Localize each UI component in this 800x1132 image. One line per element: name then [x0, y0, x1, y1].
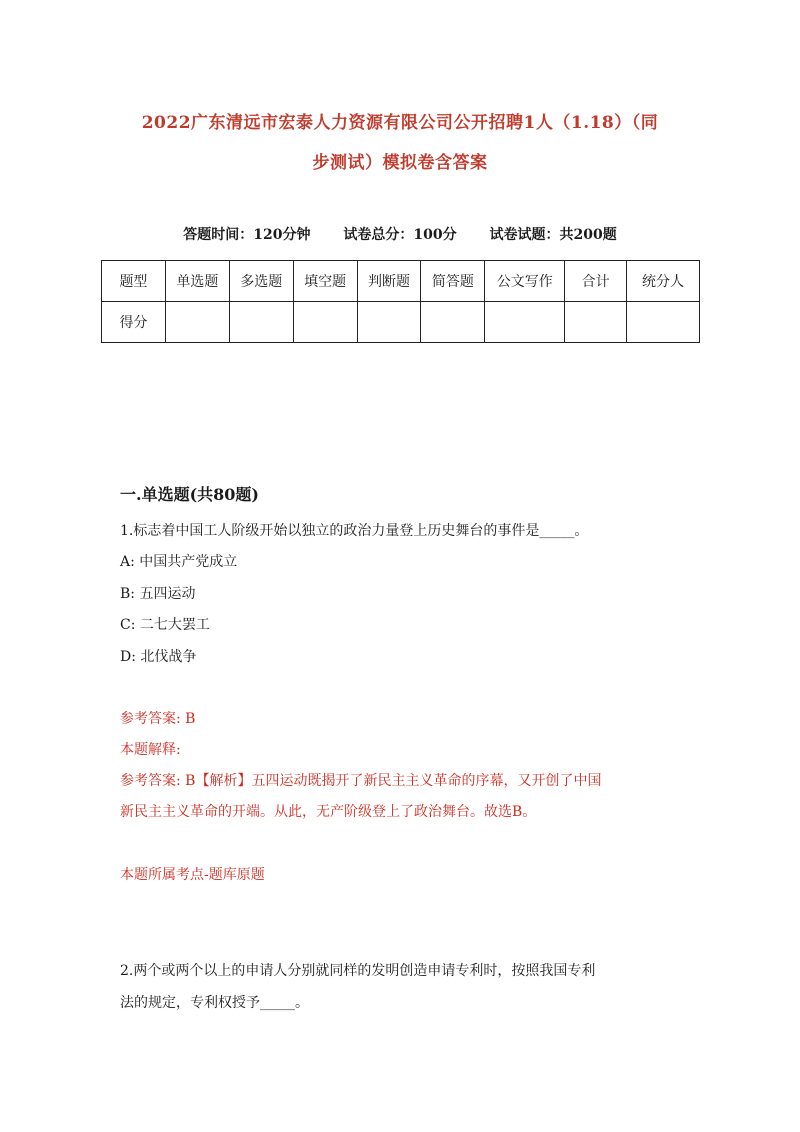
question-1-explain-line1: 参考答案: B【解析】五四运动既揭开了新民主主义革命的序幕，又开创了中国: [120, 773, 602, 789]
score-table-score-row: [102, 302, 700, 343]
exam-time: 答题时间：120分钟: [183, 227, 311, 243]
question-1-answer: 参考答案: B: [120, 711, 196, 727]
score-table-header-row: [102, 261, 700, 302]
question-2-stem-line1: 2.两个或两个以上的申请人分别就同样的发明创造申请专利时，按照我国专利: [120, 963, 596, 979]
score-table-header: 题型: [102, 261, 166, 302]
question-1-option-d: D: 北伐战争: [120, 649, 197, 665]
score-cell: [627, 302, 700, 343]
document-title-line1: 2022广东清远市宏泰人力资源有限公司公开招聘1人（1.18）（同: [141, 113, 659, 133]
score-table: [101, 260, 700, 343]
question-1-explain-label: 本题解释:: [120, 742, 181, 758]
question-1-explain-line2: 新民主主义革命的开端。从此，无产阶级登上了政治舞台。故选B。: [120, 804, 537, 820]
score-table-header: 公文写作: [485, 261, 565, 302]
question-2-stem-line2: 法的规定，专利权授予_____。: [120, 995, 309, 1011]
score-cell: [565, 302, 627, 343]
question-1-option-c: C: 二七大罢工: [120, 617, 210, 633]
score-table-header: 合计: [565, 261, 627, 302]
score-cell: [165, 302, 229, 343]
section-title: 一.单选题(共80题): [120, 485, 259, 504]
score-cell: [293, 302, 357, 343]
score-cell: [485, 302, 565, 343]
score-table-header: 判断题: [357, 261, 421, 302]
score-row-label: 得分: [102, 302, 166, 343]
score-cell: [421, 302, 485, 343]
score-table-header: 多选题: [229, 261, 293, 302]
question-1-stem: 1.标志着中国工人阶级开始以独立的政治力量登上历史舞台的事件是_____。: [120, 523, 589, 539]
question-1-source: 本题所属考点-题库原题: [120, 867, 265, 883]
score-cell: [357, 302, 421, 343]
exam-total-score: 试卷总分：100分: [343, 227, 457, 243]
exam-meta: [0, 224, 800, 244]
score-table-header: 统分人: [627, 261, 700, 302]
score-table-header: 简答题: [421, 261, 485, 302]
score-table-header: 单选题: [165, 261, 229, 302]
score-cell: [229, 302, 293, 343]
document-title-line2: 步测试）模拟卷含答案: [312, 153, 488, 173]
question-1-option-a: A: 中国共产党成立: [120, 554, 238, 570]
question-1-option-b: B: 五四运动: [120, 586, 196, 602]
exam-question-count: 试卷试题：共200题: [489, 227, 617, 243]
score-table-header: 填空题: [293, 261, 357, 302]
